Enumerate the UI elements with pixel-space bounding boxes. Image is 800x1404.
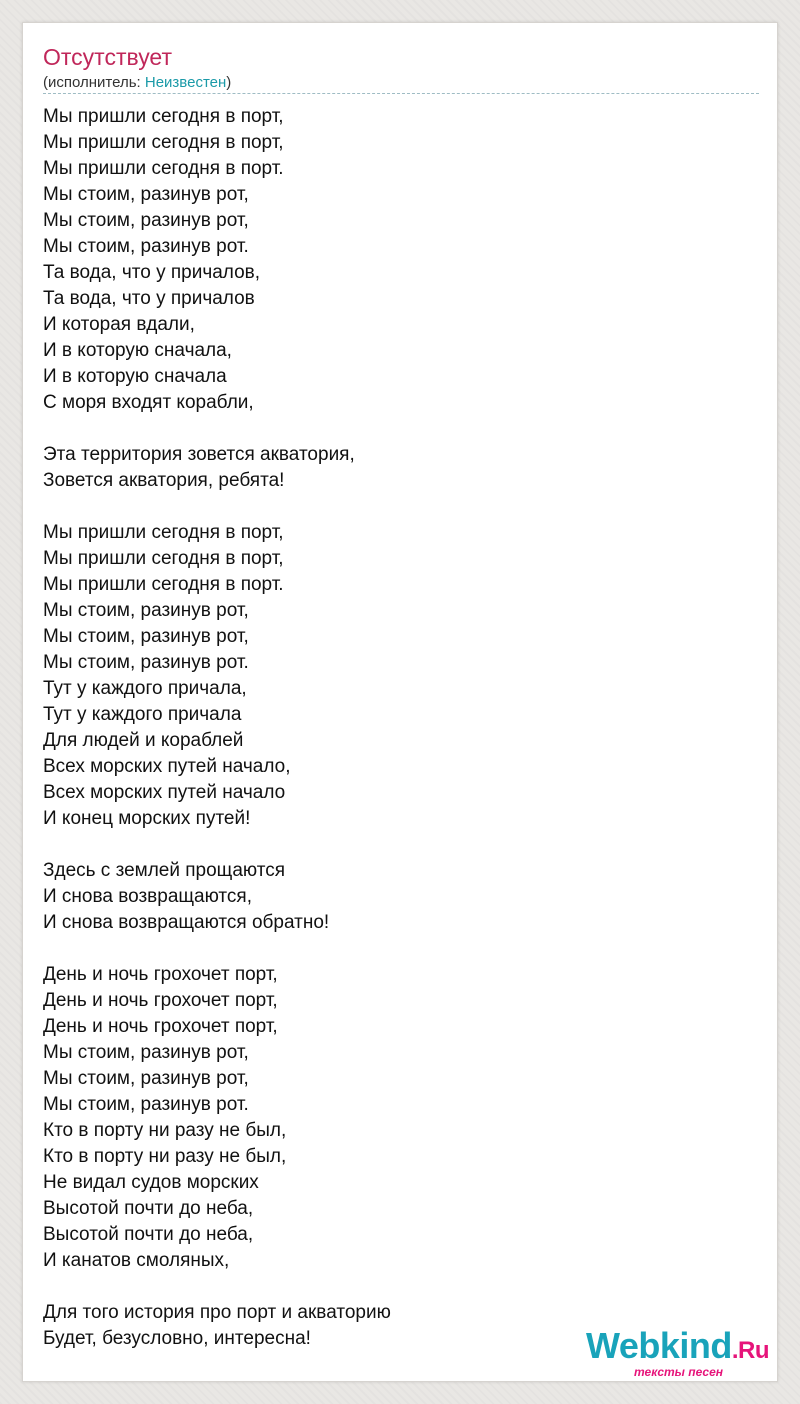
lyric-line: Кто в порту ни разу не был, xyxy=(43,1146,287,1167)
lyrics-text xyxy=(43,104,391,1352)
lyric-line: Мы стоим, разинув рот. xyxy=(43,236,249,257)
lyric-line: И снова возвращаются обратно! xyxy=(43,912,330,933)
artist-prefix: (исполнитель: xyxy=(43,74,145,91)
logo-wordmark xyxy=(586,1327,769,1370)
lyric-line: Мы стоим, разинув рот, xyxy=(43,1068,249,1089)
lyric-line: Всех морских путей начало xyxy=(43,782,286,803)
lyric-line: Высотой почти до неба, xyxy=(43,1198,254,1219)
lyric-line: Всех морских путей начало, xyxy=(43,756,291,777)
lyrics-card xyxy=(22,22,778,1382)
lyric-line: Зовется акватория, ребята! xyxy=(43,470,285,491)
lyric-line: Будет, безусловно, интересна! xyxy=(43,1328,311,1349)
lyric-line: Мы пришли сегодня в порт. xyxy=(43,158,284,179)
lyric-line: День и ночь грохочет порт, xyxy=(43,1016,278,1037)
title-divider xyxy=(43,93,759,94)
lyric-line: Мы стоим, разинув рот, xyxy=(43,600,249,621)
lyric-line: Мы стоим, разинув рот, xyxy=(43,1042,249,1063)
lyric-line: Мы стоим, разинув рот, xyxy=(43,210,249,231)
artist-suffix: ) xyxy=(226,74,232,91)
lyric-line: День и ночь грохочет порт, xyxy=(43,990,278,1011)
lyric-line: Мы пришли сегодня в порт, xyxy=(43,106,284,127)
lyric-line: Здесь с землей прощаются xyxy=(43,860,285,881)
lyric-line: И в которую сначала xyxy=(43,366,227,387)
lyric-line: Мы стоим, разинув рот. xyxy=(43,652,249,673)
lyric-line: И в которую сначала, xyxy=(43,340,232,361)
lyric-line: Для того история про порт и акваторию xyxy=(43,1302,391,1323)
lyric-line: Кто в порту ни разу не был, xyxy=(43,1120,287,1141)
lyric-line: Мы стоим, разинув рот. xyxy=(43,1094,249,1115)
lyric-line: Мы пришли сегодня в порт, xyxy=(43,132,284,153)
lyric-line: И которая вдали, xyxy=(43,314,195,335)
lyric-line: Тут у каждого причала, xyxy=(43,678,247,699)
logo-suffix: .Ru xyxy=(731,1337,769,1364)
logo-tagline: тексты песен xyxy=(634,1365,723,1379)
lyric-line: И конец морских путей! xyxy=(43,808,251,829)
lyric-line: Высотой почти до неба, xyxy=(43,1224,254,1245)
stanza-break xyxy=(43,832,391,858)
logo-main-text: Webkind xyxy=(585,1325,732,1366)
song-title: Отсутствует xyxy=(43,44,172,70)
stanza-break xyxy=(43,936,391,962)
lyric-line: И канатов смоляных, xyxy=(43,1250,230,1271)
lyric-line: Для людей и кораблей xyxy=(43,730,244,751)
artist-link[interactable]: Неизвестен xyxy=(144,74,227,91)
lyric-line: Мы стоим, разинув рот, xyxy=(43,626,249,647)
lyric-line: Тут у каждого причала xyxy=(43,704,242,725)
lyric-line: Мы пришли сегодня в порт, xyxy=(43,522,284,543)
stanza-break xyxy=(43,494,391,520)
lyric-line: Та вода, что у причалов, xyxy=(43,262,261,283)
lyric-line: Эта территория зовется акватория, xyxy=(43,444,355,465)
stanza-break xyxy=(43,1274,391,1300)
lyric-line: Мы пришли сегодня в порт, xyxy=(43,548,284,569)
lyric-line: С моря входят корабли, xyxy=(43,392,254,413)
lyric-line: Мы пришли сегодня в порт. xyxy=(43,574,284,595)
lyric-line: Не видал судов морских xyxy=(43,1172,259,1193)
stanza-break xyxy=(43,416,391,442)
lyric-line: И снова возвращаются, xyxy=(43,886,252,907)
site-logo[interactable] xyxy=(586,1327,769,1378)
lyric-line: День и ночь грохочет порт, xyxy=(43,964,278,985)
artist-line xyxy=(43,73,231,93)
lyric-line: Мы стоим, разинув рот, xyxy=(43,184,249,205)
lyric-line: Та вода, что у причалов xyxy=(43,288,255,309)
